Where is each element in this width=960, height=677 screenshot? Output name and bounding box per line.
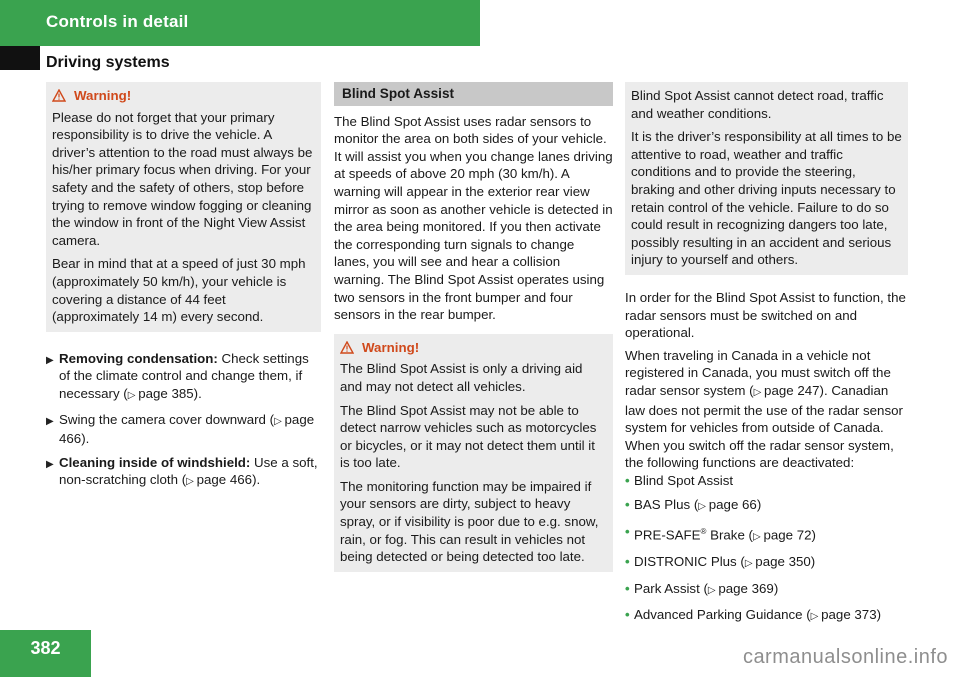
chapter-title: Controls in detail: [46, 12, 189, 31]
list-item-text: BAS Plus (: [634, 497, 699, 513]
page-ref-arrow-icon: ▷: [186, 476, 197, 488]
bullet-icon: •: [625, 607, 630, 623]
page-ref-arrow-icon: ▷: [752, 531, 764, 543]
list-item-text: Brake (: [706, 527, 753, 543]
column-2: [334, 82, 613, 572]
page-ref-link[interactable]: page 66: [708, 497, 757, 513]
warning-box-night-view: [46, 82, 321, 332]
paragraph-text: ). Canadian law does not permit the use of the radar sensor system for vehicles from outside of Canada. When you switch off the radar sensor system, the following functions are deactivated:: [625, 382, 903, 471]
section-marker: [0, 46, 40, 70]
section-title: Driving systems: [46, 54, 170, 71]
step-arrow-icon: ▶: [46, 415, 54, 427]
list-item: • DISTRONIC Plus (▷ page 350): [625, 553, 908, 573]
column-3: [625, 82, 908, 633]
list-item-text: DISTRONIC Plus (: [634, 554, 745, 570]
step-label: Cleaning inside of windshield:: [59, 454, 251, 470]
bullet-icon: •: [625, 524, 630, 540]
body-paragraph-canada: [625, 347, 908, 472]
step-label: Removing condensation:: [59, 350, 218, 366]
warning-title: Warning!: [362, 339, 420, 355]
instruction-steps: [46, 350, 321, 491]
watermark: carmanualsonline.info: [742, 646, 948, 668]
list-item: • BAS Plus (▷ page 66): [625, 496, 908, 516]
list-item: • Park Assist (▷ page 369): [625, 580, 908, 600]
list-item: • PRE-SAFE® Brake (▷ page 72): [625, 523, 908, 546]
page-ref-arrow-icon: ▷: [698, 501, 709, 513]
page-ref-arrow-icon: ▷: [274, 415, 285, 427]
warning-paragraph: The Blind Spot Assist may not be able to detect narrow vehicles such as motorcycles or bicycles, or it may not detect them until it is too late.: [340, 402, 597, 471]
warning-triangle-icon: [52, 89, 66, 102]
body-paragraph: The Blind Spot Assist uses radar sensors to monitor the area on both sides of your vehicle. It will assist you when you change lanes driving at speeds of above 20 mph (30 km/h). A warning will appear in the exterior rear view mirror as soon as another vehicle is detected in the area being monitored. If you then activate the corresponding turn signals to change lanes, you will see and hear a collision warning. The Blind Spot Assist operates using two sensors in the front bumper and four sensors in the rear bumper.: [334, 113, 613, 323]
step-text: Check settings of the climate control and change them, if necessary (: [59, 350, 309, 401]
page-ref-link[interactable]: page 373: [821, 607, 877, 623]
list-item-text: PRE-SAFE: [634, 527, 701, 543]
column-1: [46, 82, 321, 497]
instruction-step: [46, 350, 321, 405]
body-paragraph: In order for the Blind Spot Assist to function, the radar sensors must be switched on and operational.: [625, 289, 906, 341]
page-ref-arrow-icon: ▷: [753, 386, 765, 398]
step-tail: ).: [252, 472, 261, 488]
page-ref-arrow-icon: ▷: [744, 558, 756, 570]
warning-box-continued: [625, 82, 908, 275]
warning-title: Warning!: [74, 88, 132, 103]
step-arrow-icon: ▶: [46, 458, 54, 470]
warning-paragraph: The monitoring function may be impaired if your sensors are dirty, subject to heavy spray, or if visibility is poor due to e.g. snow, rain, or fog. This can result in vehicles not being detected or being detected too late.: [340, 478, 599, 565]
step-text: Swing the camera cover downward (: [59, 411, 275, 427]
bullet-icon: •: [625, 497, 630, 513]
list-item-text: Blind Spot Assist: [634, 472, 734, 488]
page-ref-link[interactable]: page 72: [763, 527, 812, 543]
warning-header: [340, 339, 607, 357]
page-ref-link[interactable]: page 247: [764, 382, 820, 398]
page-number: 382: [30, 638, 61, 658]
warning-paragraph: It is the driver’s responsibility at all times to be attentive to road, weather and traffic conditions and to provide the steering, braking and other driving inputs necessary to retain control of the vehicle. Failure to do so could result in recognizing dangers too late, possibly resulting in an accident and serious injury to yourself and others.: [631, 129, 902, 268]
bullet-icon: •: [625, 580, 630, 596]
warning-box-blind-spot: [334, 334, 613, 572]
page-ref-link[interactable]: page 466: [196, 472, 253, 488]
list-item: [625, 472, 908, 490]
page-ref-arrow-icon: ▷: [707, 584, 719, 596]
bullet-icon: •: [625, 472, 630, 488]
warning-paragraph: Please do not forget that your primary responsibility is to drive the vehicle. A driver’s attention to the road must always be his/her primary focus when driving. For your safety and the safety of others, stop before trying to remove window fogging or cleaning the window in front of the Night View Assist camera.: [52, 109, 313, 248]
list-item-text: Advanced Parking Guidance (: [634, 607, 811, 623]
page-ref-arrow-icon: ▷: [810, 611, 822, 623]
instruction-step: [46, 411, 321, 448]
warning-paragraph: The Blind Spot Assist is only a driving aid and may not detect all vehicles.: [340, 361, 583, 394]
instruction-step: [46, 454, 321, 491]
section-heading-blind-spot-assist: Blind Spot Assist: [334, 82, 613, 106]
warning-header: [52, 87, 315, 105]
step-tail: ).: [81, 431, 90, 447]
page-ref-link[interactable]: page 369: [718, 580, 774, 596]
page-ref-link[interactable]: page 385: [138, 385, 194, 401]
page-ref-link[interactable]: page 466: [59, 411, 315, 447]
warning-triangle-icon: [340, 341, 354, 354]
step-arrow-icon: ▶: [46, 354, 54, 366]
bullet-icon: •: [625, 554, 630, 570]
list-item-text: Park Assist (: [634, 580, 708, 596]
deactivated-functions-list: [625, 472, 908, 626]
registered-mark: ®: [700, 527, 707, 537]
list-item: • Advanced Parking Guidance (▷ page 373): [625, 606, 908, 626]
page-ref-link[interactable]: page 350: [755, 554, 811, 570]
warning-paragraph: Blind Spot Assist cannot detect road, traffic and weather conditions.: [631, 88, 884, 121]
paragraph-text: When traveling in Canada in a vehicle not registered in Canada, you must switch off the radar sensor system (: [625, 347, 891, 398]
page-ref-arrow-icon: ▷: [127, 389, 139, 401]
step-text: Use a soft, non-scratching cloth (: [59, 454, 318, 488]
step-tail: ).: [193, 385, 202, 401]
warning-paragraph: Bear in mind that at a speed of just 30 mph (approximately 50 km/h), your vehicle is covering a distance of 44 feet (approximately 14 m) every second.: [52, 256, 306, 325]
